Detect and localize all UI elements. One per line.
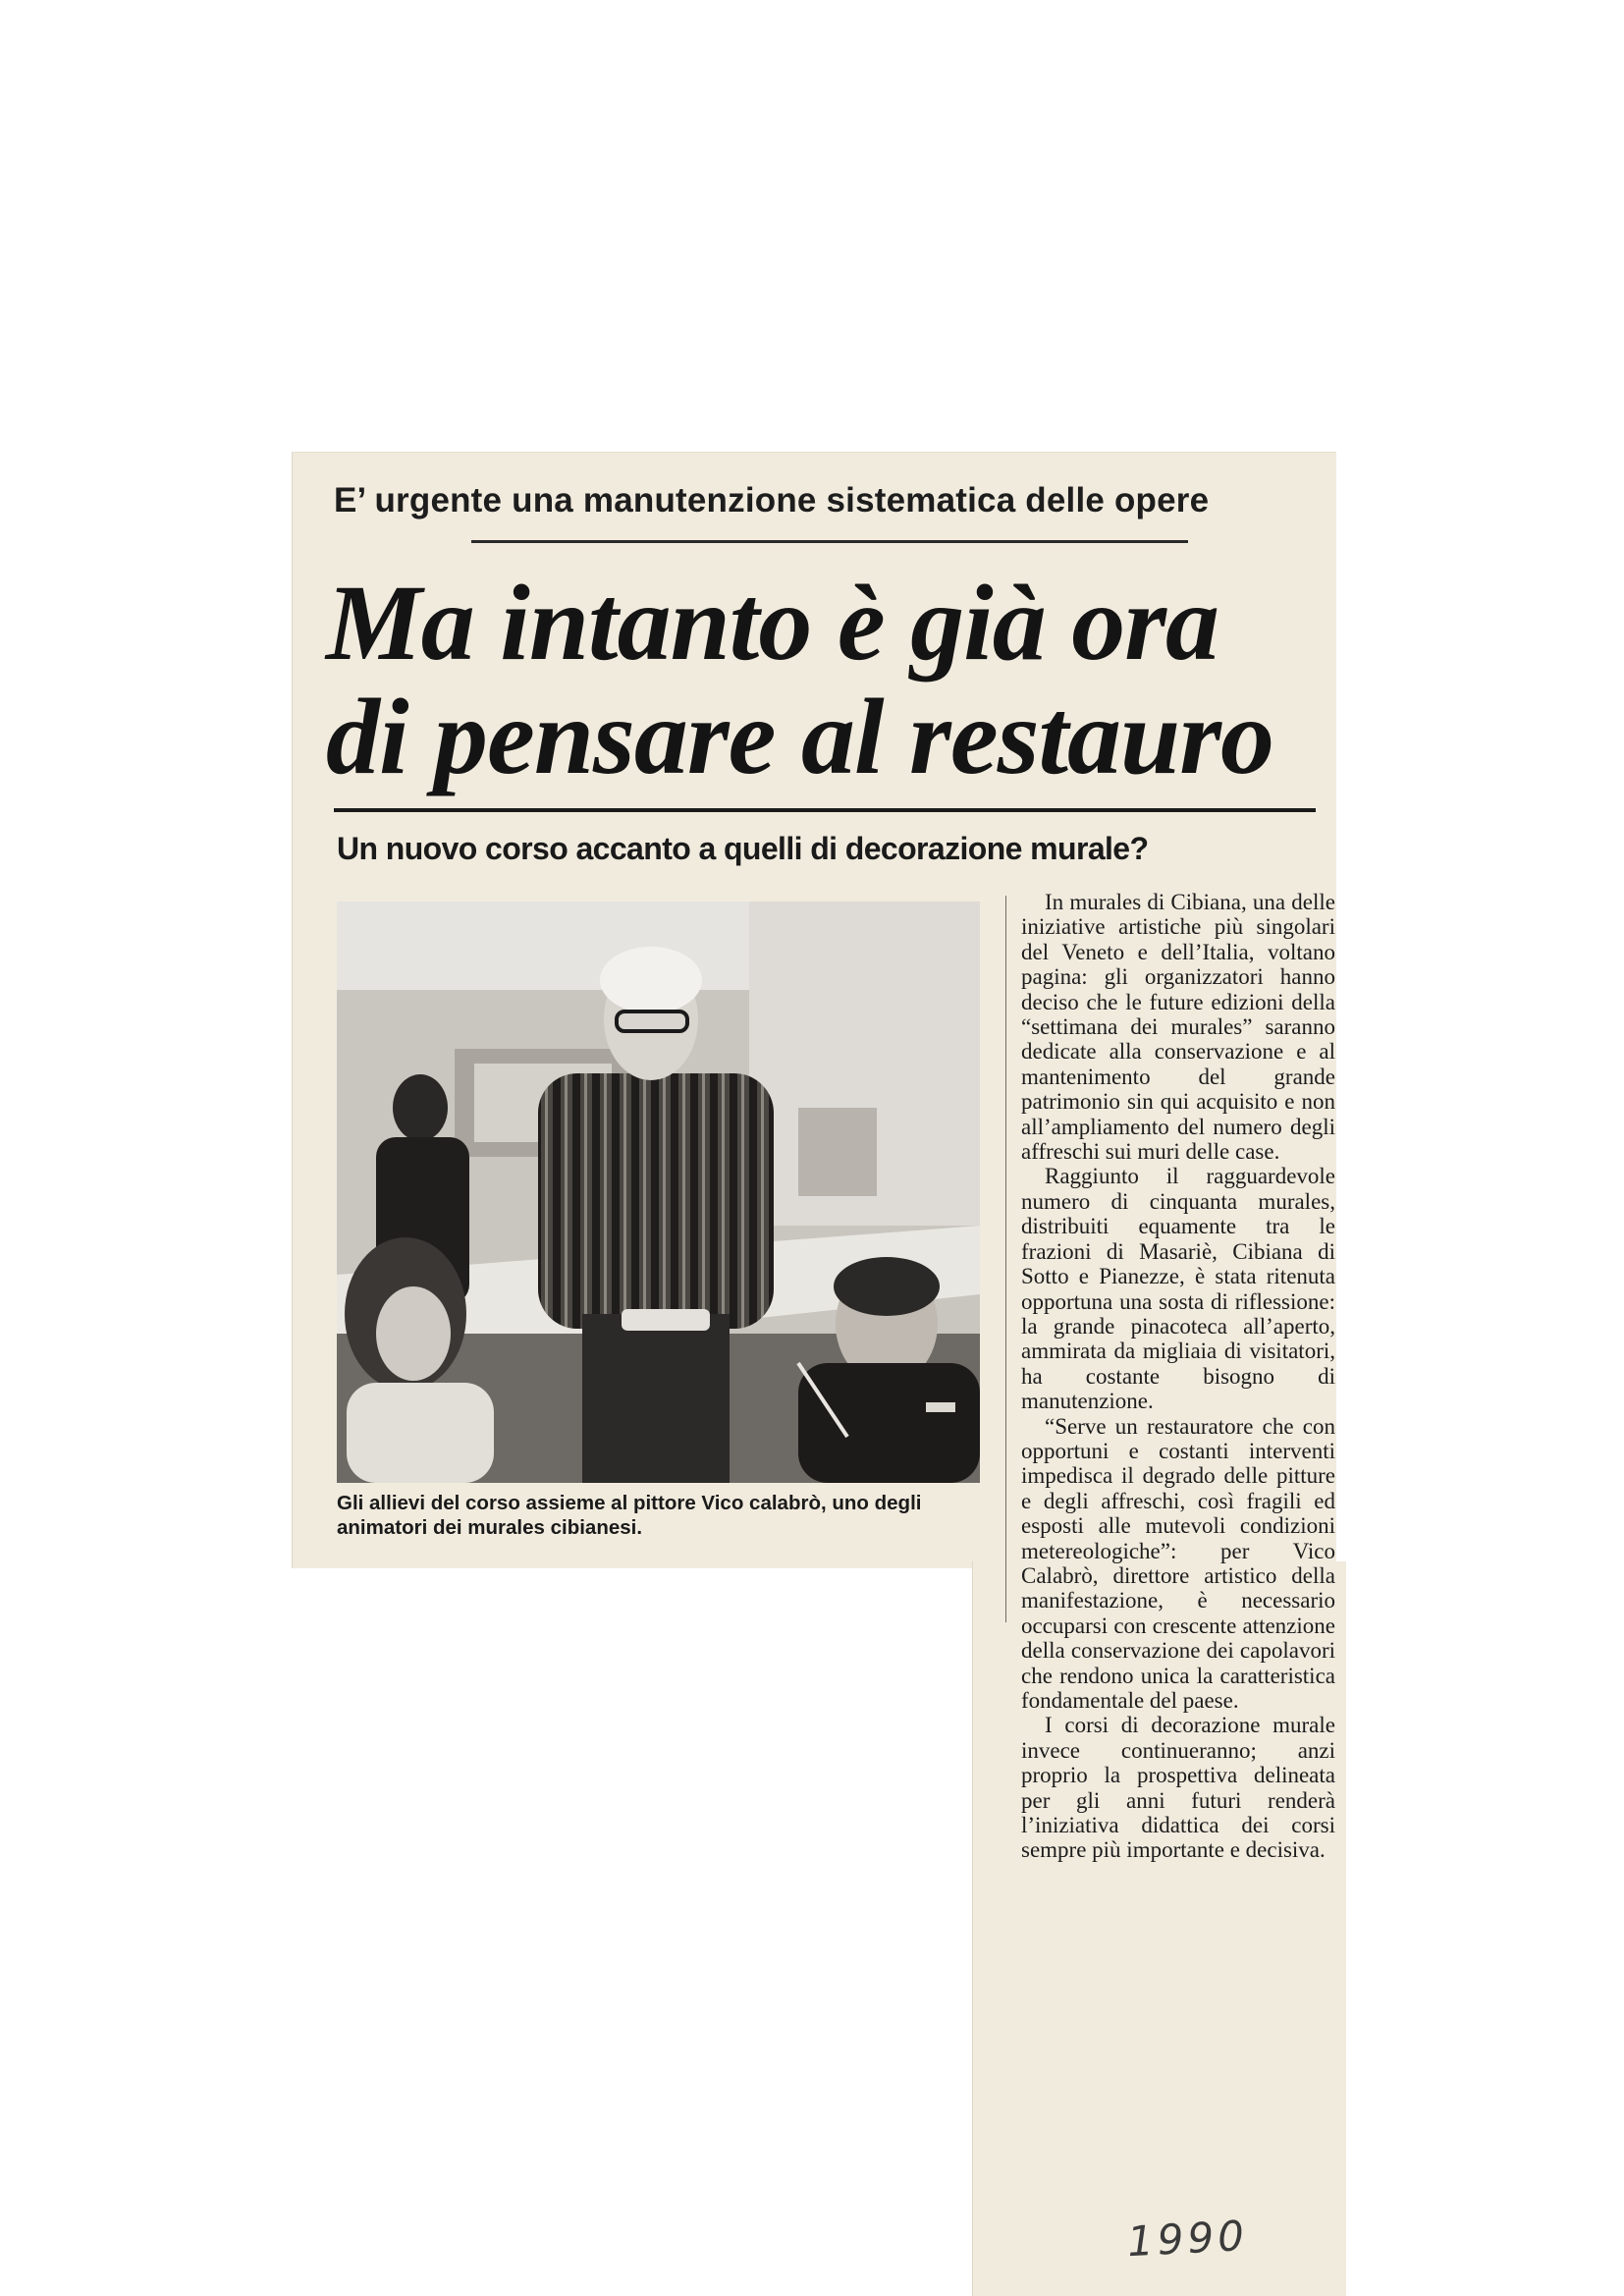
headline-rule — [334, 808, 1316, 812]
body-paragraph: “Serve un restauratore che con opportuni e costanti interventi impedisca il degrado delle pitture e degli affreschi, così fragili ed esposti alle mutevoli condizioni metereologiche”: per Vico Calabrò, direttore artistico della manifestazione, è necessario occuparsi con crescente attenzione della conservazione dei capolavori che rendono unica la caratteristica fondamentale del paese. — [1021, 1413, 1335, 1713]
article-subheadline: Un nuovo corso accanto a quelli di decorazione murale? — [337, 831, 1149, 866]
body-paragraph: Raggiunto il ragguardevole numero di cinquanta murales, distribuiti equamente tra le frazioni di Masariè, Cibiana di Sotto e Pianezze, è stata ritenuta opportuna una sosta di riflessione: la grande pinacoteca all’aperto, ammirata da migliaia di visitatori, ha costante bisogno di manutenzione. — [1021, 1164, 1335, 1414]
handwritten-year: 1990 — [1125, 2211, 1250, 2267]
article-kicker: E’ urgente una manutenzione sistematica delle opere — [334, 481, 1210, 519]
kicker-rule — [471, 540, 1188, 543]
headline-line-1: Ma intanto è già ora — [326, 563, 1219, 683]
article-body — [1021, 890, 1335, 1863]
article-photo — [337, 902, 980, 1483]
photo-caption: Gli allievi del corso assieme al pittore Vico calabrò, uno degli animatori dei murales cibianesi. — [337, 1492, 922, 1539]
column-divider — [1005, 896, 1006, 1622]
headline-line-2: di pensare al restauro — [326, 677, 1274, 796]
article-headline — [326, 563, 1327, 796]
body-paragraph: In murales di Cibiana, una delle iniziative artistiche più singolari del Veneto e dell’Italia, voltano pagina: gli organizzatori hanno deciso che le future edizioni della “settimana dei murales” saranno dedicate alla conservazione e al mantenimento del grande patrimonio sin qui acquisito e non all’ampliamento del numero degli affreschi sui muri delle case. — [1021, 890, 1335, 1165]
photo-illustration — [337, 902, 980, 1483]
body-paragraph: I corsi di decorazione murale invece continueranno; anzi proprio la prospettiva delineata per gli anni futuri renderà l’iniziativa didattica dei corsi sempre più importante e decisiva. — [1021, 1713, 1335, 1863]
